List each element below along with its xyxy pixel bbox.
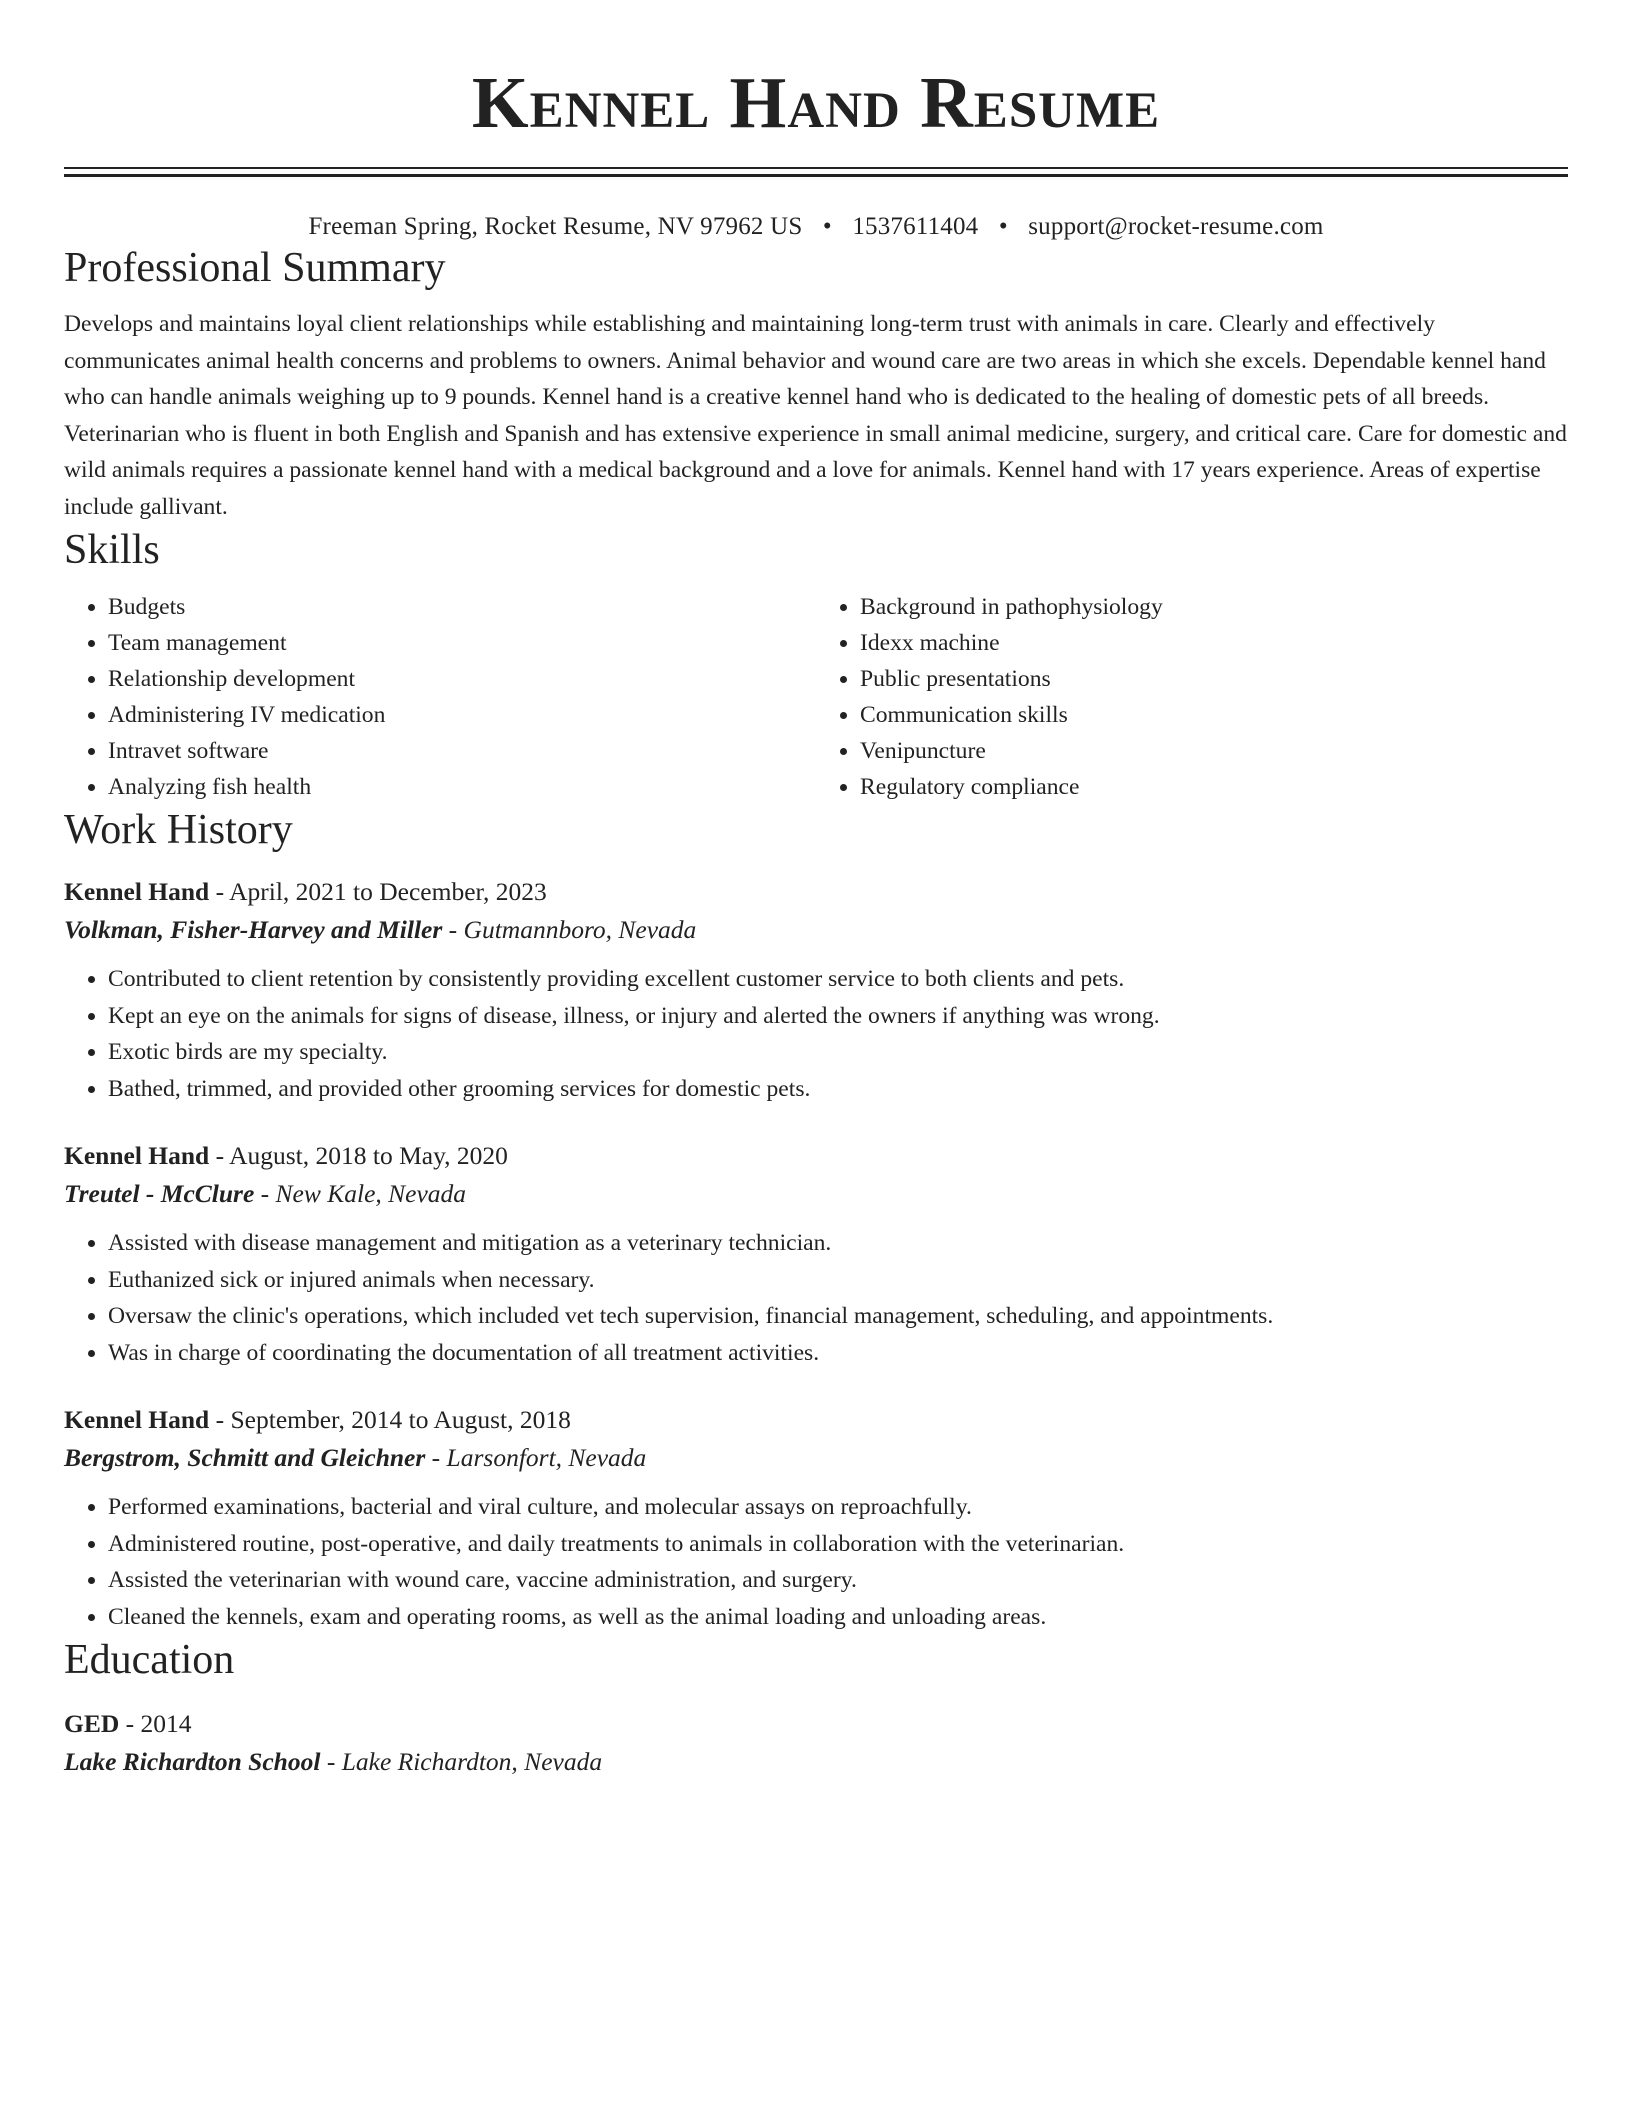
job-location: - Gutmannboro, Nevada [442,915,697,944]
skills-column-right [816,589,1568,805]
job-title-line [64,873,1568,911]
job-company: Bergstrom, Schmitt and Gleichner [64,1443,426,1472]
job-title-line [64,1137,1568,1175]
job-company: Treutel - McClure [64,1179,255,1208]
job-duty: • Bathed, trimmed, and provided other grooming services for domestic pets. [108,1071,1568,1108]
education-year: - 2014 [119,1709,192,1738]
skill-item: • Idexx machine [860,625,1568,661]
education-school-line [64,1743,1568,1781]
education-degree-line [64,1705,1568,1743]
job-duty: • Administered routine, post-operative, and daily treatments to animals in collaboration with the veterinarian. [108,1526,1568,1563]
job-company-line [64,911,1568,949]
job-entry [64,873,1568,1107]
skill-item: • Regulatory compliance [860,769,1568,805]
title-divider-bottom [64,174,1568,177]
job-duty: • Euthanized sick or injured animals when necessary. [108,1262,1568,1299]
job-title: Kennel Hand [64,1141,210,1170]
skills-column-left [64,589,816,805]
job-duty: • Assisted with disease management and mitigation as a veterinary technician. [108,1225,1568,1262]
job-title-line [64,1401,1568,1439]
job-duties [64,961,1568,1107]
job-entry [64,1401,1568,1635]
skill-item: • Analyzing fish health [108,769,816,805]
skill-item: • Team management [108,625,816,661]
job-duties [64,1225,1568,1371]
contact-email: support@rocket-resume.com [1028,213,1324,240]
skill-item: • Relationship development [108,661,816,697]
skill-item: • Budgets [108,589,816,625]
contact-separator: • [998,213,1008,240]
education-entry [64,1705,1568,1781]
job-duties [64,1489,1568,1635]
education-degree: GED [64,1709,120,1738]
job-title: Kennel Hand [64,1405,210,1434]
education-school: Lake Richardton School [64,1747,321,1776]
job-company: Volkman, Fisher-Harvey and Miller [64,915,443,944]
job-duty: • Assisted the veterinarian with wound care, vaccine administration, and surgery. [108,1562,1568,1599]
job-duty: • Kept an eye on the animals for signs of disease, illness, or injury and alerted the owners if anything was wrong. [108,998,1568,1035]
skills-heading: Skills [64,527,160,573]
skill-item: • Communication skills [860,697,1568,733]
contact-phone: 1537611404 [852,213,979,240]
job-duty: • Exotic birds are my specialty. [108,1034,1568,1071]
job-company-line [64,1439,1568,1477]
job-dates: - April, 2021 to December, 2023 [209,877,547,906]
job-duty: • Contributed to client retention by consistently providing excellent customer service to both clients and pets. [108,961,1568,998]
title-divider-top [64,167,1568,169]
contact-separator: • [822,213,832,240]
job-dates: - September, 2014 to August, 2018 [209,1405,571,1434]
summary-heading: Professional Summary [64,245,446,291]
job-company-line [64,1175,1568,1213]
job-duty: • Oversaw the clinic's operations, which included vet tech supervision, financial management, scheduling, and appointments. [108,1298,1568,1335]
job-duty: • Cleaned the kennels, exam and operating rooms, as well as the animal loading and unloading areas. [108,1599,1568,1636]
skill-item: • Background in pathophysiology [860,589,1568,625]
resume-title: Kennel Hand Resume [471,62,1161,143]
skills-list [64,589,1568,805]
education-heading: Education [64,1637,235,1683]
skill-item: • Intravet software [108,733,816,769]
job-location: - Larsonfort, Nevada [425,1443,647,1472]
job-title: Kennel Hand [64,877,210,906]
skill-item: • Administering IV medication [108,697,816,733]
contact-address: Freeman Spring, Rocket Resume, NV 97962 US [308,213,803,240]
summary-text: Develops and maintains loyal client relationships while establishing and maintaining long-term trust with animals in care. Clearly and effectively communicates animal health concerns and problems to owners. Animal behavior and wound care are two areas in which she excels. Dependable kennel hand who can handle animals weighing up to 9 pounds. Kennel hand is a creative kennel hand who is dedicated to the healing of domestic pets of all breeds. Veterinarian who is fluent in both English and Spanish and has extensive experience in small animal medicine, surgery, and critical care. Care for domestic and wild animals requires a passionate kennel hand with a medical background and a love for animals. Kennel hand with 17 years experience. Areas of expertise include gallivant. [64,311,1567,520]
work-history-heading: Work History [64,807,293,853]
job-entry [64,1137,1568,1371]
job-duty: • Was in charge of coordinating the documentation of all treatment activities. [108,1335,1568,1372]
job-location: - New Kale, Nevada [254,1179,467,1208]
skill-item: • Venipuncture [860,733,1568,769]
contact-line [64,211,1568,243]
job-duty: • Performed examinations, bacterial and viral culture, and molecular assays on reproachfully. [108,1489,1568,1526]
job-dates: - August, 2018 to May, 2020 [209,1141,508,1170]
skill-item: • Public presentations [860,661,1568,697]
education-location: - Lake Richardton, Nevada [320,1747,603,1776]
